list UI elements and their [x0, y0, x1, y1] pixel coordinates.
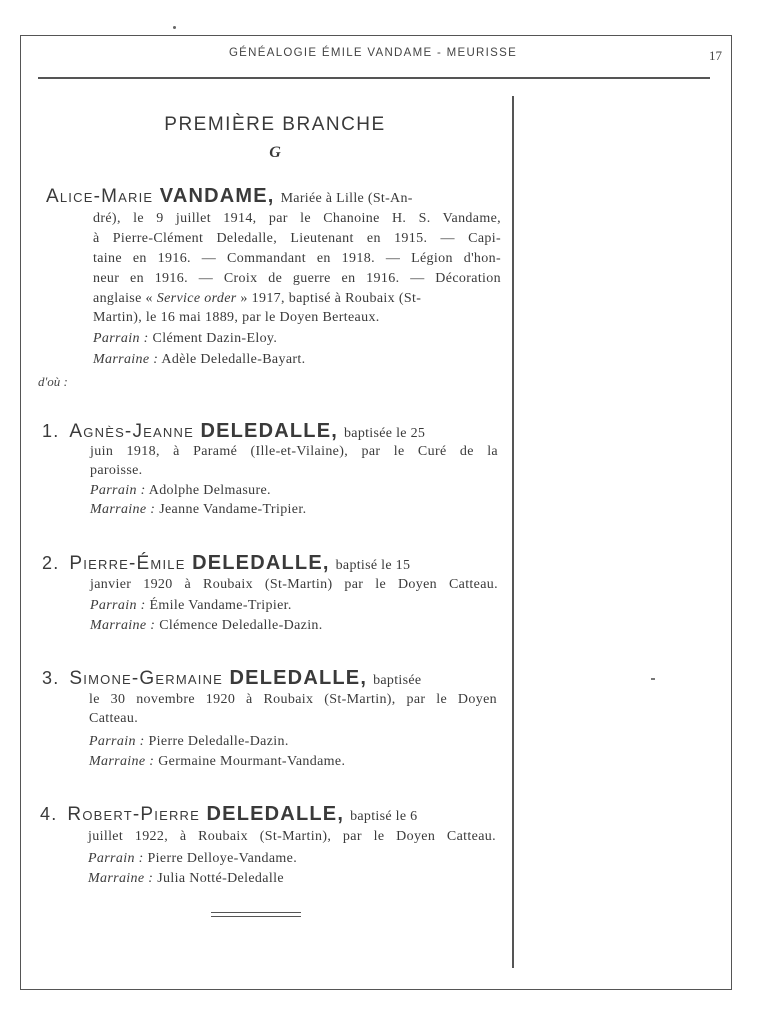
child-text-line: juillet 1922, à Roubaix (St-Martin), par le Doyen Catteau.	[88, 829, 496, 844]
godfather-name: Clément Dazin-Eloy.	[152, 331, 278, 346]
child-number: 4.	[40, 804, 58, 824]
child-godfather	[90, 483, 271, 499]
main-text-line: taine en 1916. — Commandant en 1918. — Légion d'hon-	[93, 251, 501, 266]
child-number: 1.	[42, 421, 60, 441]
child-name-line	[42, 420, 425, 443]
child-name-line	[40, 803, 417, 826]
whence-label: d'où :	[38, 374, 68, 389]
child-text-line: Catteau.	[89, 711, 139, 726]
child-given-name: Simone-Germaine	[69, 668, 224, 689]
godfather-label: Parrain :	[89, 734, 145, 749]
child-tail: baptisé le 15	[335, 558, 411, 573]
godmother-name: Jeanne Vandame-Tripier.	[159, 502, 307, 517]
child-tail: baptisée le 25	[344, 426, 426, 441]
godmother-label: Marraine :	[90, 502, 156, 517]
child-text-line: janvier 1920 à Roubaix (St-Martin) par le Doyen Catteau.	[90, 577, 498, 592]
child-text-line: juin 1918, à Paramé (Ille-et-Vilaine), par le Curé de la	[90, 444, 498, 459]
end-rule	[211, 912, 301, 913]
end-rule	[211, 916, 301, 917]
godmother-label: Marraine :	[88, 871, 154, 886]
child-given-name: Agnès-Jeanne	[69, 421, 194, 442]
godmother-label: Marraine :	[90, 618, 156, 633]
child-godmother	[90, 502, 306, 518]
main-text-line: à Pierre-Clément Deledalle, Lieutenant en 1915. — Capi-	[93, 231, 501, 246]
child-tail: baptisé le 6	[350, 809, 418, 824]
main-text-italic: Service order	[156, 291, 237, 306]
child-number: 3.	[42, 668, 60, 688]
main-godmother	[93, 352, 306, 368]
child-surname: DELEDALLE,	[229, 667, 368, 689]
main-text-line: Martin), le 16 mai 1889, par le Doyen Berteaux.	[93, 310, 380, 325]
main-given-name: Alice-Marie	[46, 186, 154, 207]
child-text-line: le 30 novembre 1920 à Roubaix (St-Martin), par le Doyen	[89, 692, 497, 707]
child-godfather	[89, 734, 289, 750]
main-name-line	[46, 185, 413, 208]
ink-speck	[173, 26, 176, 29]
child-godfather	[90, 598, 292, 614]
godfather-label: Parrain :	[90, 483, 146, 498]
main-godfather	[93, 331, 277, 347]
child-godmother	[89, 754, 345, 770]
page-number: 17	[709, 48, 722, 63]
godmother-label: Marraine :	[93, 352, 159, 367]
ink-speck	[651, 678, 655, 680]
godfather-name: Pierre Delloye-Vandame.	[147, 851, 298, 866]
godmother-name: Germaine Mourmant-Vandame.	[158, 754, 346, 769]
godmother-name: Julia Notté-Deledalle	[157, 871, 284, 886]
godfather-label: Parrain :	[93, 331, 149, 346]
child-godmother	[90, 618, 323, 634]
child-surname: DELEDALLE,	[200, 420, 338, 442]
main-text-line: dré), le 9 juillet 1914, par le Chanoine H. S. Vandame,	[93, 211, 501, 226]
godfather-name: Émile Vandame-Tripier.	[149, 598, 292, 613]
header-rule	[38, 77, 710, 79]
running-title: GÉNÉALOGIE ÉMILE VANDAME - MEURISSE	[228, 47, 518, 59]
main-text-line	[93, 291, 421, 307]
child-number: 2.	[42, 553, 60, 573]
main-surname: VANDAME,	[159, 185, 275, 207]
godmother-name: Adèle Deledalle-Bayart.	[161, 352, 306, 367]
branch-title: PREMIÈRE BRANCHE	[164, 114, 386, 135]
child-godmother	[88, 871, 284, 887]
child-text-line: paroisse.	[90, 463, 143, 478]
child-tail: baptisée	[373, 673, 422, 688]
godfather-label: Parrain :	[88, 851, 144, 866]
godfather-name: Adolphe Delmasure.	[148, 483, 271, 498]
main-text-fragment: » 1917, baptisé à Roubaix (St-	[236, 291, 422, 306]
main-text-fragment: anglaise «	[93, 291, 157, 306]
godmother-label: Marraine :	[89, 754, 155, 769]
child-surname: DELEDALLE,	[192, 552, 330, 574]
child-godfather	[88, 851, 297, 867]
child-name-line	[42, 667, 421, 690]
column-rule	[512, 96, 514, 968]
godfather-label: Parrain :	[90, 598, 146, 613]
child-surname: DELEDALLE,	[206, 803, 345, 825]
child-given-name: Pierre-Émile	[69, 553, 186, 574]
main-text-line: neur en 1916. — Croix de guerre en 1916. — Décoration	[93, 271, 501, 286]
child-given-name: Robert-Pierre	[67, 804, 201, 825]
main-tail: Mariée à Lille (St-An-	[280, 191, 413, 206]
godmother-name: Clémence Deledalle-Dazin.	[159, 618, 323, 633]
child-name-line	[42, 552, 410, 575]
godfather-name: Pierre Deledalle-Dazin.	[148, 734, 289, 749]
branch-letter: G	[269, 144, 281, 161]
